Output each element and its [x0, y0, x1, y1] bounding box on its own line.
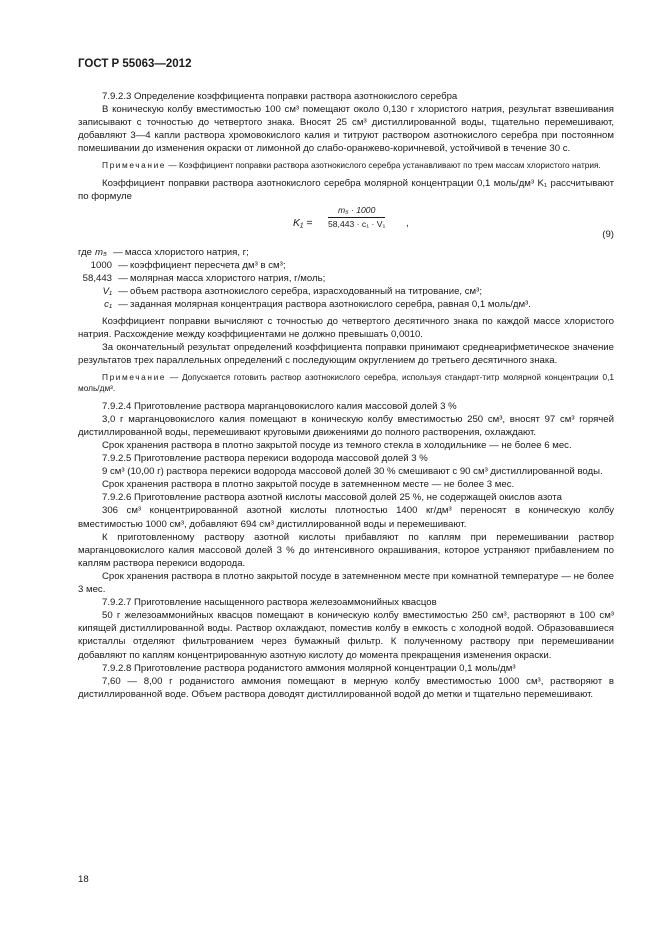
- paragraph: В коническую колбу вместимостью 100 см³ помещают около 0,130 г хлористого натрия, результат взвешивания записывают с точностью до четвертого знака. Вносят 25 см³ дистиллированной воды, тщательно перемешивают, добавляют 3—4 капли раствора хромовокислого калия и титруют раствором азотнокислого серебра при постоянном помешивании до изменения окраски от лимонной до слабо-оранжево-коричневой, устойчивой в течение 30 с.: [78, 104, 614, 155]
- page-number: 18: [78, 874, 89, 885]
- definition-row: [78, 259, 614, 272]
- section-heading-7-9-2-7: 7.9.2.7 Приготовление насыщенного раствора железоаммонийных квасцов: [102, 597, 437, 609]
- definition-dash: —: [118, 286, 128, 298]
- definition-row: [78, 246, 614, 259]
- definition-dash: —: [118, 260, 128, 272]
- definition-text: заданная молярная концентрация раствора азотнокислого серебра, равная 0,1 моль/дм³.: [130, 299, 531, 311]
- definition-dash: —: [118, 299, 128, 311]
- definition-symbol: m₅: [95, 247, 107, 259]
- page-content: [78, 90, 614, 701]
- where-word: где: [78, 247, 93, 259]
- equation-number: (9): [602, 229, 614, 241]
- paragraph: Срок хранения раствора в плотно закрытой посуде из темного стекла в холодильнике — не более 6 мес.: [102, 440, 572, 451]
- section-heading-7-9-2-5: 7.9.2.5 Приготовление раствора перекиси водорода массовой долей 3 %: [102, 453, 428, 465]
- definition-dash: —: [113, 247, 123, 259]
- definition-symbol: V₁: [102, 286, 112, 298]
- formula-comma: ,: [406, 218, 409, 230]
- document-header: ГОСТ Р 55063—2012: [78, 58, 192, 70]
- note-label: Примечание: [102, 160, 167, 171]
- paragraph: Коэффициент поправки раствора азотнокислого серебра молярной концентрации 0,1 моль/дм³ K₁ рассчитывают по формуле: [78, 177, 614, 202]
- definition-symbol: 1000: [90, 260, 112, 272]
- paragraph: Срок хранения раствора в плотно закрытой посуде в затемненном месте при комнатной температуре — не более 3 мес.: [78, 570, 614, 596]
- paragraph: 306 см³ концентрированной азотной кислоты плотностью 1400 кг/дм³ переносят в коническую колбу вместимостью 1000 см³, добавляют 694 см³ дистиллированной воды и перемешивают.: [78, 505, 614, 530]
- definition-dash: —: [118, 273, 128, 285]
- definition-symbol: c₁: [104, 299, 112, 311]
- paragraph: 50 г железоаммонийных квасцов помещают в коническую колбу вместимостью 250 см³, растворяют в 100 см³ кипящей дистиллированной воды. Раствор охлаждают, поместив колбу в емкость с холодной водой. Образовавшиеся кристаллы отделяют фильтрованием через бумажный фильтр. К полученному раствору при перемешивании добавляют по каплям концентрированную азотную кислоту до момента прекращения изменения окраски.: [78, 610, 614, 661]
- section-heading-7-9-2-8: 7.9.2.8 Приготовление раствора роданистого аммония молярной концентрации 0,1 моль/дм³: [102, 662, 516, 674]
- paragraph: К приготовленному раствору азотной кислоты прибавляют по каплям при перемешивании раствор марганцовокислого калия массовой долей 3 % до интенсивного окрашивания, которое устраняют прибавлением по каплям раствора перекиси водорода.: [78, 531, 614, 569]
- formula-fraction: [328, 204, 385, 231]
- section-heading-7-9-2-6: 7.9.2.6 Приготовление раствора азотной кислоты массовой долей 25 %, не содержащей окислов азота: [102, 492, 562, 504]
- definition-row: [78, 298, 614, 311]
- formula-9: [78, 204, 614, 244]
- definition-text: коэффициент пересчета дм³ в см³;: [130, 260, 286, 272]
- paragraph: 9 см³ (10,00 г) раствора перекиси водорода массовой долей 30 % смешивают с 90 см³ дистиллированной воды.: [102, 466, 603, 478]
- note-label: Примечание: [102, 371, 167, 382]
- note-text: — Коэффициент поправки раствора азотнокислого серебра устанавливают по трем массам хлористого натрия.: [166, 160, 601, 171]
- definition-text: масса хлористого натрия, г;: [124, 247, 249, 259]
- note: [78, 372, 614, 395]
- paragraph: Коэффициент поправки вычисляют с точностью до четвертого десятичного знака по каждой массе хлористого натрия. Расхождение между коэффициентами не должно превышать 0,0010.: [78, 315, 614, 340]
- formula-numerator: m₅ · 1000: [328, 204, 385, 218]
- formula-denominator: 58,443 · c₁ · V₁: [328, 219, 386, 230]
- definition-row: [78, 272, 614, 285]
- note-text: — Допускается готовить раствор азотнокислого серебра, используя стандарт-титр молярной концентрации 0,1 моль/дм³.: [78, 371, 614, 394]
- definition-text: молярная масса хлористого натрия, г/моль;: [130, 273, 326, 285]
- formula-lhs: K₁ =: [293, 217, 313, 230]
- definition-row: [78, 285, 614, 298]
- paragraph: 7,60 — 8,00 г роданистого аммония помещают в мерную колбу вместимостью 1000 см³, растворяют в дистиллированной воде. Объем раствора доводят дистиллированной водой до метки и тщательно перемешивают.: [78, 675, 614, 700]
- definition-text: объем раствора азотнокислого серебра, израсходованный на титрование, см³;: [130, 286, 483, 298]
- note: [78, 160, 614, 171]
- symbol-definitions: [78, 246, 614, 311]
- definition-symbol: 58,443: [82, 273, 112, 285]
- paragraph: 3,0 г марганцовокислого калия помещают в коническую колбу вместимостью 250 см³, вносят 97 см³ горячей дистиллированной воды, перемешивают круговыми движениями до полного растворения, охлаждают.: [78, 413, 614, 438]
- paragraph: За окончательный результат определений коэффициента поправки принимают среднеарифметическое значение результатов трех параллельных определений с последующим округлением до третьего десятичного знака.: [78, 341, 614, 366]
- paragraph: Срок хранения раствора в плотно закрытой посуде в затемненном месте — не более 3 мес.: [102, 479, 515, 491]
- section-heading-7-9-2-4: 7.9.2.4 Приготовление раствора марганцовокислого калия массовой долей 3 %: [102, 400, 457, 412]
- section-heading-7-9-2-3: 7.9.2.3 Определение коэффициента поправки раствора азотнокислого серебра: [102, 91, 458, 102]
